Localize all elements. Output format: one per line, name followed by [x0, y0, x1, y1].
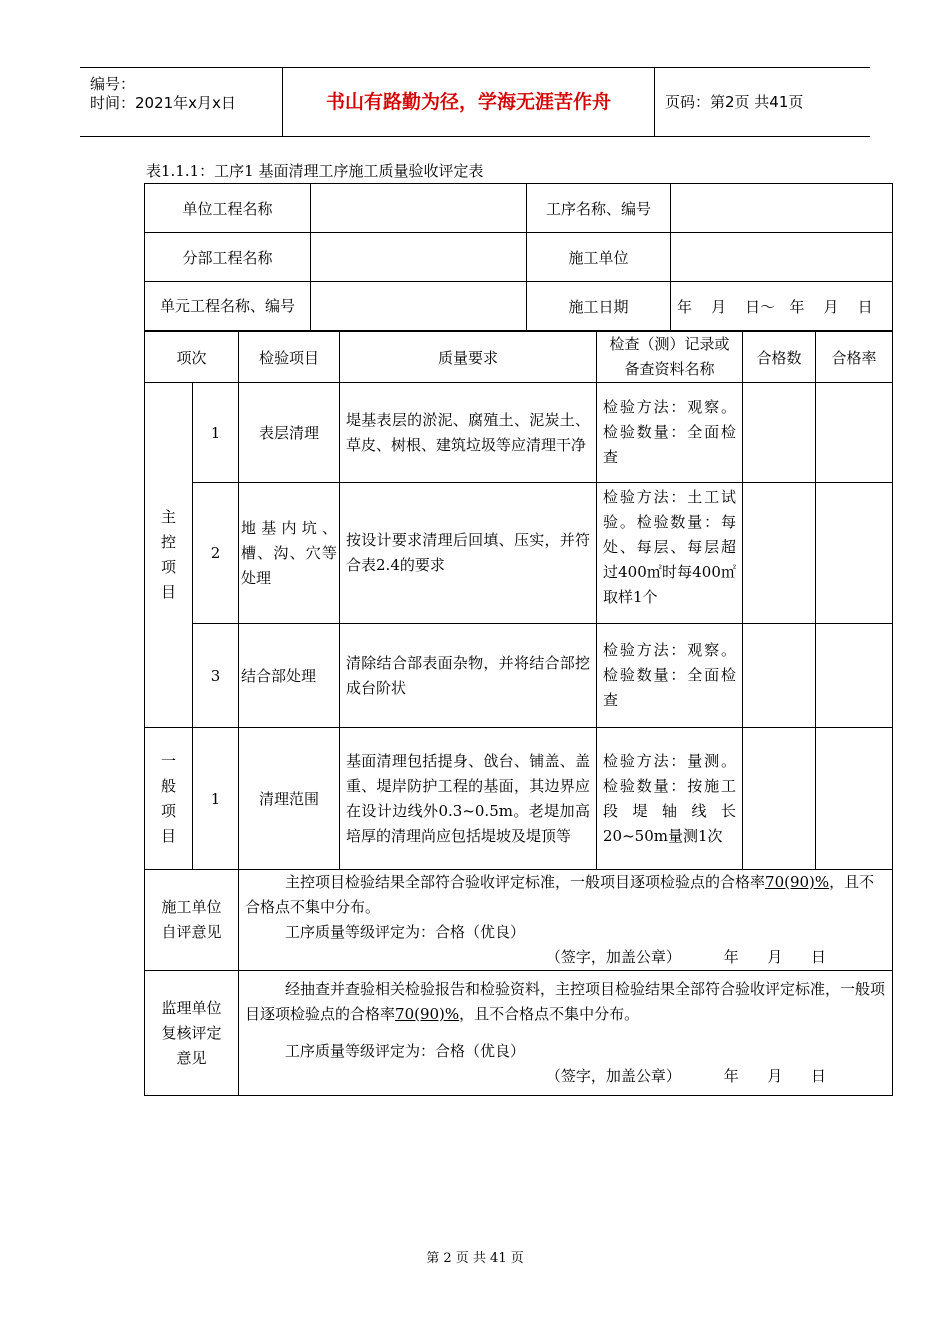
unit-project-value	[311, 184, 527, 233]
self-eval-text: 主控项目检验结果全部符合验收评定标准，一般项目逐项检验点的合格率	[285, 873, 766, 891]
row-item: 结合部处理	[239, 624, 340, 728]
inspection-table	[144, 331, 893, 1096]
row-record	[597, 483, 743, 624]
construction-date-label: 施工日期	[527, 282, 671, 331]
info-table	[144, 183, 893, 331]
process-name-value	[671, 184, 893, 233]
row-pass-rate	[816, 624, 893, 728]
sub-project-value	[311, 233, 527, 282]
supervisor-signature: （签字，加盖公章） 年 月 日	[545, 1067, 827, 1085]
table-row	[145, 184, 893, 233]
self-eval-label: 施工单位自评意见	[145, 870, 239, 971]
col-record: 检查（测）记录或备查资料名称	[597, 332, 743, 383]
table-caption: 表1.1.1：工序1 基面清理工序施工质量验收评定表	[146, 162, 484, 180]
row-pass-rate	[816, 728, 893, 870]
table-row	[145, 483, 893, 624]
supervisor-rate: 70(90)%	[395, 1005, 460, 1023]
row-no: 1	[193, 383, 239, 483]
col-item-no: 项次	[145, 332, 239, 383]
element-project-value	[311, 282, 527, 331]
construction-unit-label: 施工单位	[527, 233, 671, 282]
row-item: 清理范围	[239, 728, 340, 870]
self-eval-rate: 70(90)%	[765, 873, 830, 891]
main-control-label: 主控项目	[145, 383, 193, 728]
construction-date-value: 年 月 日～ 年 月 日	[671, 282, 893, 331]
self-eval-signature: （签字，加盖公章） 年 月 日	[545, 948, 827, 966]
col-pass-rate: 合格率	[816, 332, 893, 383]
table-row	[145, 282, 893, 331]
row-pass-count	[743, 483, 816, 624]
row-item: 表层清理	[239, 383, 340, 483]
page-number-label: 页码：第2页 共41页	[665, 93, 804, 111]
row-requirement: 按设计要求清理后回填、压实，并符合表2.4的要求	[340, 483, 597, 624]
table-row	[145, 971, 893, 1096]
self-eval-text-tail: ，且不合格点不集中分布。	[245, 873, 875, 916]
row-requirement: 基面清理包括提身、戗台、铺盖、盖重、堤岸防护工程的基面，其边界应在设计边线外0.3~0.5m。老堤加高培厚的清理尚应包括堤坡及堤顶等	[340, 728, 597, 870]
row-record: 检验方法：观察。检验数量：全面检查	[597, 383, 743, 483]
row-requirement: 清除结合部表面杂物，并将结合部挖成台阶状	[340, 624, 597, 728]
row-no: 1	[193, 728, 239, 870]
self-eval-opinion	[239, 870, 893, 971]
table-row	[145, 624, 893, 728]
row-requirement: 堤基表层的淤泥、腐殖土、泥炭土、草皮、树根、建筑垃圾等应清理干净	[340, 383, 597, 483]
element-project-label: 单元工程名称、编号	[145, 282, 311, 331]
construction-unit-value	[671, 233, 893, 282]
supervisor-text-tail: ，且不合格点不集中分布。	[459, 1005, 640, 1023]
row-item: 地基内坑、槽、沟、穴等处理	[239, 483, 340, 624]
row-record-text: 检验方法：土工试验。检验数量：每处、每层、每层超过400㎡时每400㎡取样1个	[603, 488, 737, 606]
supervisor-opinion	[239, 971, 893, 1096]
code-label: 编号：	[90, 75, 136, 93]
row-pass-count	[743, 728, 816, 870]
table-row	[145, 233, 893, 282]
header-meta	[80, 68, 282, 136]
row-pass-count	[743, 624, 816, 728]
process-name-label: 工序名称、编号	[527, 184, 671, 233]
self-eval-grade: 工序质量等级评定为：合格（优良）	[285, 923, 526, 941]
col-quality-req: 质量要求	[340, 332, 597, 383]
header-motto: 书山有路勤为径，学海无涯苦作舟	[282, 68, 655, 136]
page-header	[80, 67, 870, 137]
supervisor-label: 监理单位复核评定意见	[145, 971, 239, 1096]
row-no: 2	[193, 483, 239, 624]
col-inspect-item: 检验项目	[239, 332, 340, 383]
table-row	[145, 870, 893, 971]
row-record: 检验方法：观察。检验数量：全面检查	[597, 624, 743, 728]
page-footer: 第 2 页 共 41 页	[426, 1251, 524, 1266]
table-header-row	[145, 332, 893, 383]
general-label: 一般项目	[145, 728, 193, 870]
row-pass-rate	[816, 483, 893, 624]
row-pass-count	[743, 383, 816, 483]
col-pass-count: 合格数	[743, 332, 816, 383]
table-row	[145, 728, 893, 870]
table-row	[145, 383, 893, 483]
row-pass-rate	[816, 383, 893, 483]
supervisor-grade: 工序质量等级评定为：合格（优良）	[285, 1042, 526, 1060]
time-label: 时间：2021年x月x日	[90, 94, 236, 112]
sub-project-label: 分部工程名称	[145, 233, 311, 282]
supervisor-text: 经抽查并查验相关检验报告和检验资料，主控项目检验结果全部符合验收评定标准，一般项目逐项检验点的合格率	[245, 980, 886, 1023]
row-no: 3	[193, 624, 239, 728]
unit-project-label: 单位工程名称	[145, 184, 311, 233]
row-record: 检验方法：量测。检验数量：按施工段堤轴线长20~50m量测1次	[597, 728, 743, 870]
